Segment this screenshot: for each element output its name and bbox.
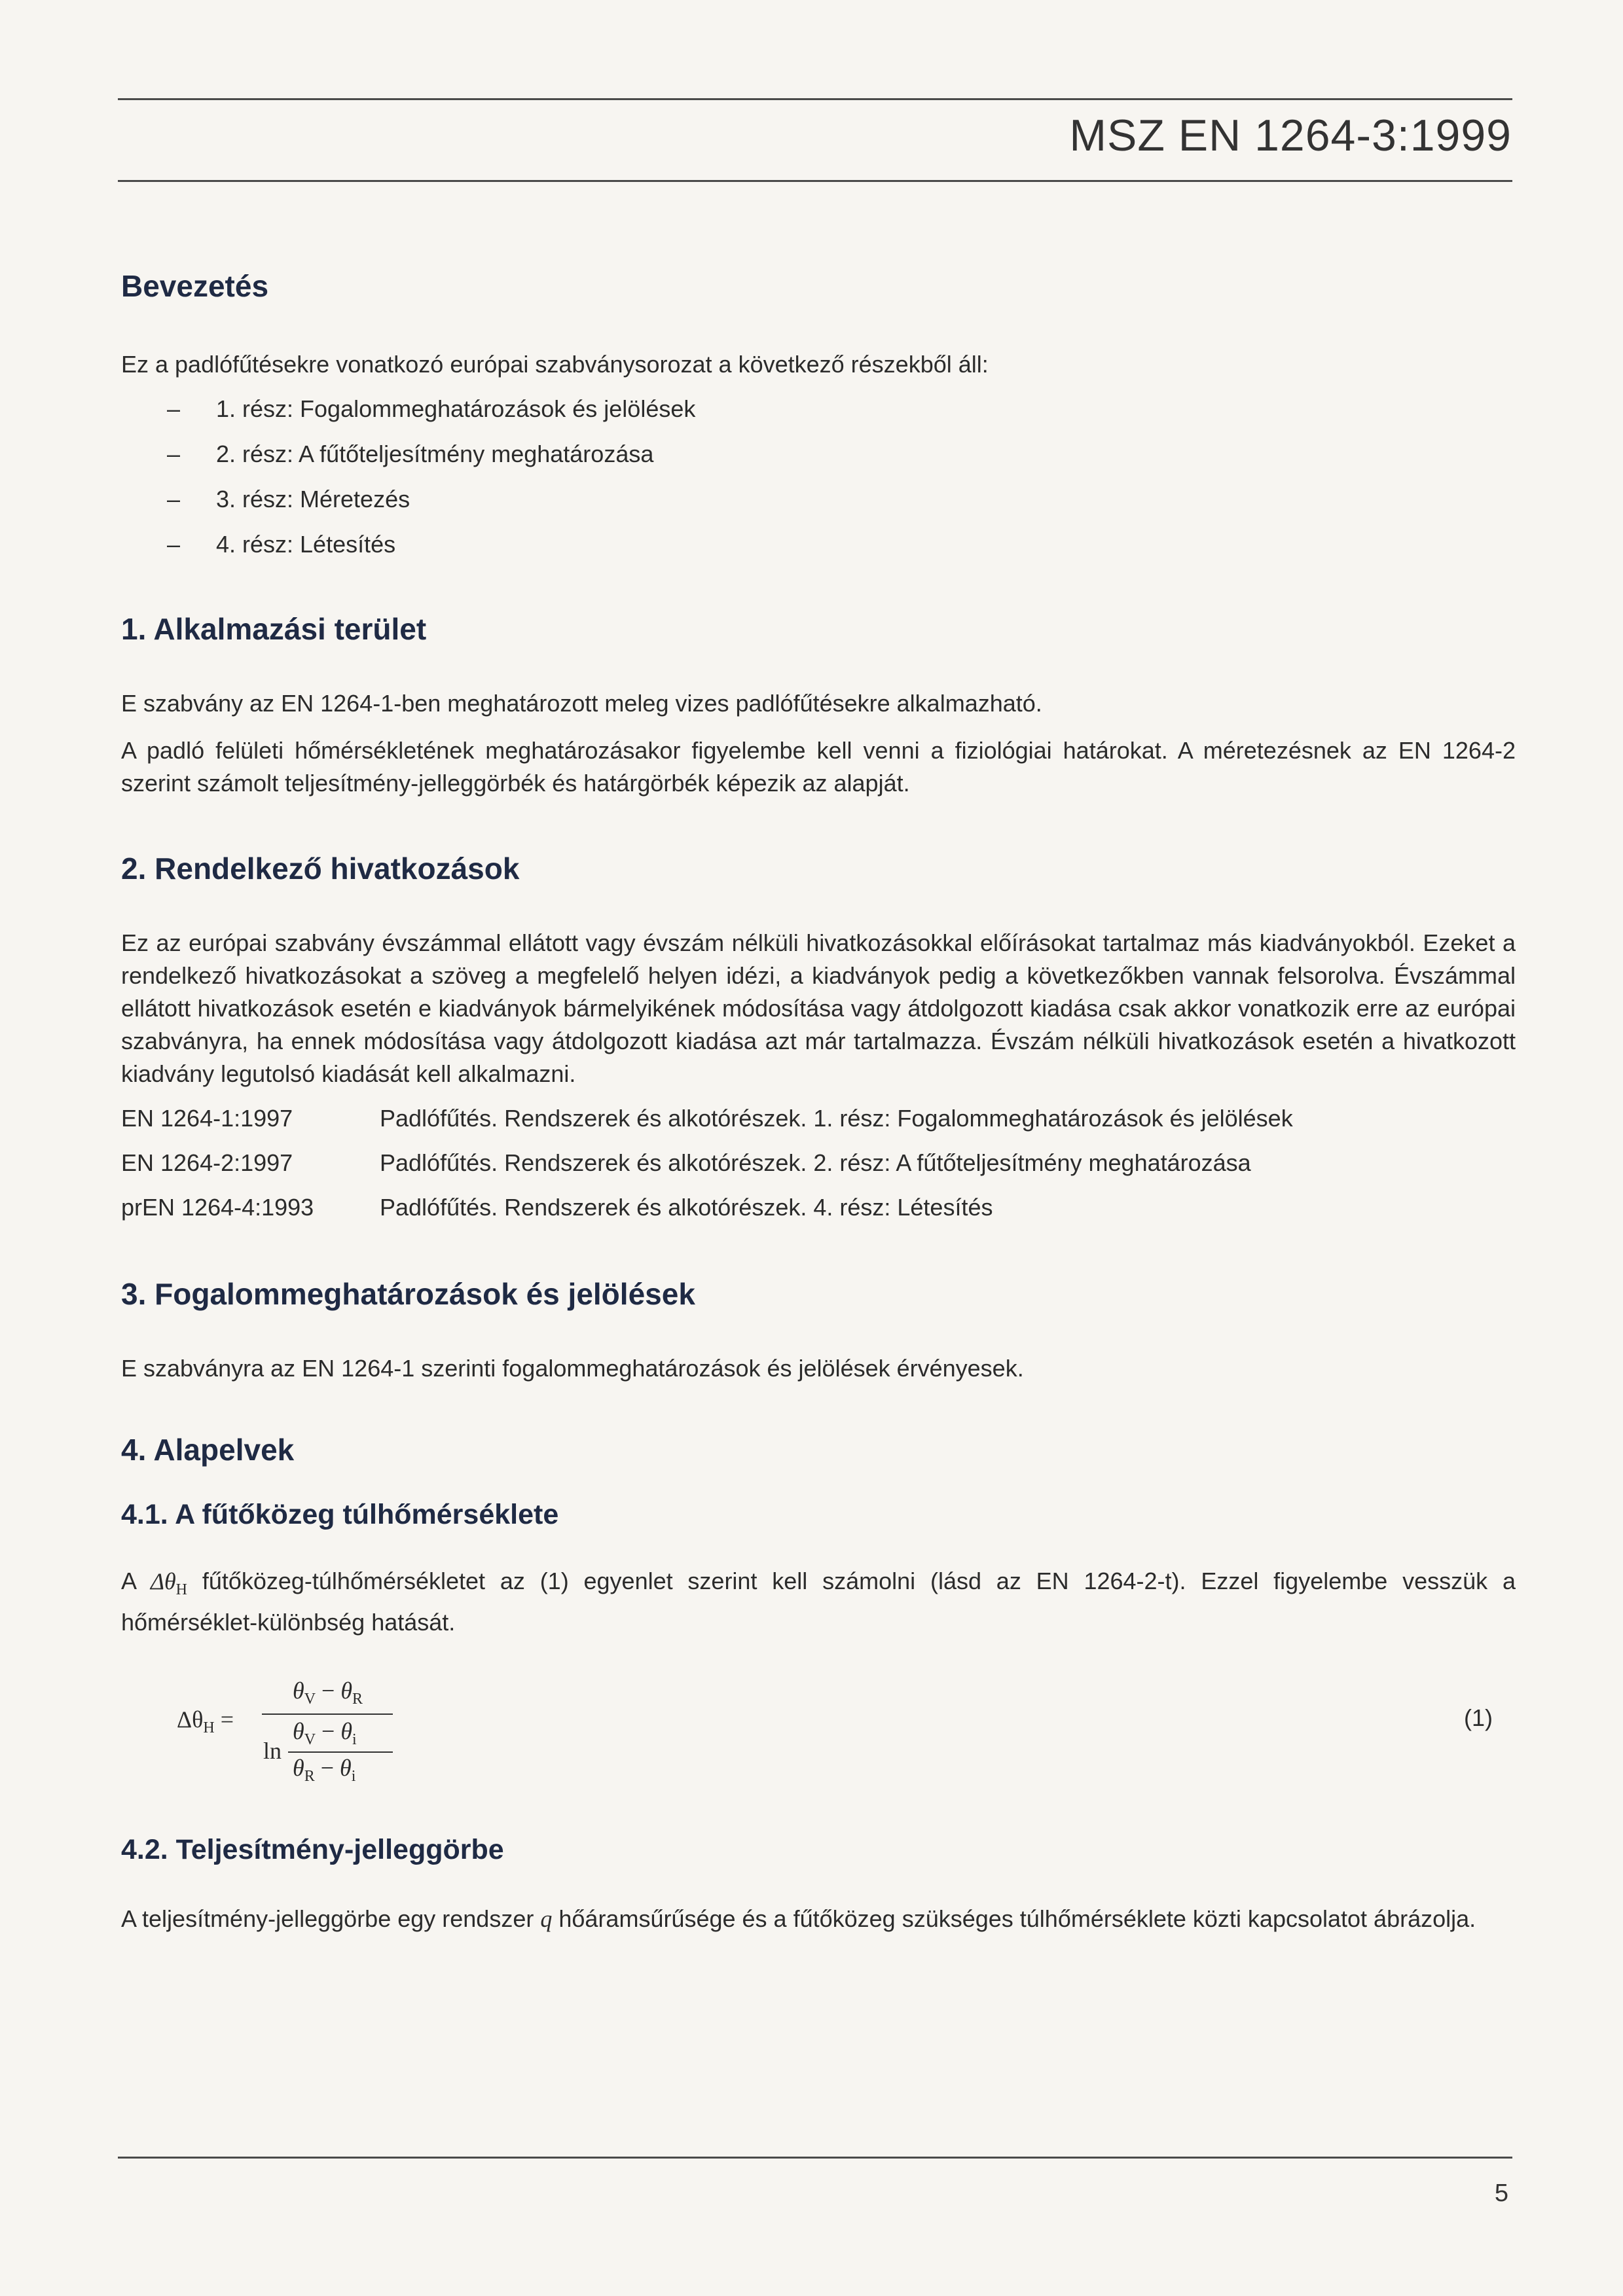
list-dash: –: [167, 440, 181, 467]
reference-code: EN 1264-1:1997: [121, 1105, 293, 1132]
minus: −: [321, 1677, 335, 1704]
text-fragment: fűtőközeg-túlhőmérsékletet az (1) egyenlet szerint kell számolni (lásd az EN 1264-2-t). Ezzel figyelembe vesszük a hőmérséklet-különbség hatását.: [121, 1568, 1516, 1636]
header-bottom-rule: [118, 180, 1512, 182]
equals-sign: =: [220, 1706, 234, 1733]
text-fragment: A teljesítmény-jelleggörbe egy rendszer: [121, 1905, 534, 1933]
theta: θ: [340, 1677, 353, 1704]
section-2-heading: 2. Rendelkező hivatkozások: [121, 852, 520, 886]
theta: θ: [293, 1718, 304, 1745]
list-item: [121, 438, 1516, 471]
subscript: R: [352, 1691, 363, 1708]
section-1-paragraph-2: A padló felületi hőmérsékletének meghatározásakor figyelembe kell venni a fiziológiai határokat. A méretezésnek az EN 1264-2 szerint számolt teljesítmény-jelleggörbék és határgörbék képezik az alapját.: [121, 737, 1516, 797]
subscript: V: [304, 1691, 316, 1708]
reference-title: Padlófűtés. Rendszerek és alkotórészek. 2. rész: A fűtőteljesítmény meghatározása: [380, 1149, 1251, 1176]
reference-code: EN 1264-2:1997: [121, 1149, 293, 1176]
subscript: R: [304, 1768, 315, 1785]
section-3-paragraph-1: E szabványra az EN 1264-1 szerinti fogalommeghatározások és jelölések érvényesek.: [121, 1355, 1024, 1382]
section-4-1-paragraph: [121, 1565, 1516, 1639]
list-dash: –: [167, 531, 181, 558]
subscript: i: [351, 1768, 356, 1785]
intro-text: Ez a padlófűtésekre vonatkozó európai szabványsorozat a következő részekből áll:: [121, 351, 989, 378]
table-row: [121, 1191, 1293, 1236]
equation-number: (1): [1464, 1704, 1493, 1732]
section-4-2-paragraph: [121, 1903, 1516, 1935]
text-fragment: hőáramsűrűsége és a fűtőközeg szükséges túlhőmérséklete közti kapcsolatot ábrázolja.: [558, 1905, 1476, 1933]
section-4-1-heading: 4.1. A fűtőközeg túlhőmérséklete: [121, 1499, 559, 1530]
theta: θ: [340, 1755, 352, 1782]
footer-rule: [118, 2157, 1512, 2159]
ln: ln: [263, 1738, 282, 1765]
list-dash: –: [167, 486, 181, 512]
reference-title: Padlófűtés. Rendszerek és alkotórészek. 1. rész: Fogalommeghatározások és jelölések: [380, 1105, 1293, 1132]
section-1-paragraph-1: E szabvány az EN 1264-1-ben meghatározott meleg vizes padlófűtésekre alkalmazható.: [121, 690, 1042, 717]
standard-number: MSZ EN 1264-3:1999: [1069, 111, 1512, 160]
list-item: [121, 528, 1516, 561]
text-fragment: A: [121, 1568, 136, 1594]
section-1-heading: 1. Alkalmazási terület: [121, 612, 427, 646]
section-4-heading: 4. Alapelvek: [121, 1433, 295, 1467]
parts-list: [121, 393, 1516, 561]
theta: θ: [293, 1677, 304, 1704]
list-item-text: 3. rész: Méretezés: [216, 486, 410, 512]
section-2-paragraph-1: Ez az európai szabvány évszámmal ellátott vagy évszám nélküli hivatkozásokkal előírásokat tartalmaz más kiadványokból. Ezeket a rendelkező hivatkozásokat a szöveg a megfelelő helyen idézi, a kiadványok pedig a következőkben vannak felsorolva. Évszámmal ellátott hivatkozások esetén e kiadványok bármelyikének módosítása vagy átdolgozott kiadása csak akkor vonatkozik erre az európai szabványra, ha ennek módosítása vagy átdolgozott kiadása azt már tartalmazza. Évszám nélküli hivatkozások esetén a hivatkozott kiadvány legutolsó kiadását kell alkalmazni.: [121, 929, 1516, 1087]
section-4-2-heading: 4.2. Teljesítmény-jelleggörbe: [121, 1834, 504, 1866]
symbol: Δθ: [177, 1706, 204, 1733]
table-row: [121, 1102, 1293, 1147]
reference-code: prEN 1264-4:1993: [121, 1194, 314, 1221]
section-3-heading: 3. Fogalommeghatározások és jelölések: [121, 1277, 695, 1311]
page-content: [121, 268, 1516, 1935]
minus: −: [320, 1755, 335, 1782]
list-item: [121, 483, 1516, 516]
main-fraction-bar: [262, 1713, 393, 1715]
references-table: [121, 1102, 1293, 1236]
inner-numerator: [293, 1717, 357, 1749]
list-item-text: 2. rész: A fűtőteljesítmény meghatározása: [216, 440, 654, 467]
header-top-rule: [118, 98, 1512, 100]
subscript: V: [304, 1731, 316, 1749]
equation-lhs: [177, 1706, 234, 1737]
inner-fraction-bar: [288, 1751, 393, 1753]
list-item-text: 1. rész: Fogalommeghatározások és jelölések: [216, 395, 696, 422]
subscript: i: [352, 1731, 357, 1749]
q-symbol: q: [540, 1906, 553, 1933]
symbol-subscript: H: [203, 1719, 215, 1737]
minus: −: [321, 1718, 335, 1745]
reference-title: Padlófűtés. Rendszerek és alkotórészek. 4. rész: Létesítés: [380, 1194, 993, 1221]
intro-heading: Bevezetés: [121, 269, 269, 303]
symbol-subscript: H: [175, 1581, 187, 1599]
equation-1: [121, 1665, 1516, 1783]
symbol: Δθ: [150, 1568, 176, 1594]
numerator: [293, 1677, 363, 1708]
list-dash: –: [167, 395, 181, 422]
theta: θ: [340, 1718, 353, 1745]
list-item: [121, 393, 1516, 425]
page-number: 5: [1494, 2179, 1508, 2207]
inner-denominator: [293, 1754, 356, 1785]
theta: θ: [293, 1755, 304, 1782]
delta-theta-symbol: [150, 1568, 187, 1599]
list-item-text: 4. rész: Létesítés: [216, 531, 396, 558]
table-row: [121, 1147, 1293, 1191]
